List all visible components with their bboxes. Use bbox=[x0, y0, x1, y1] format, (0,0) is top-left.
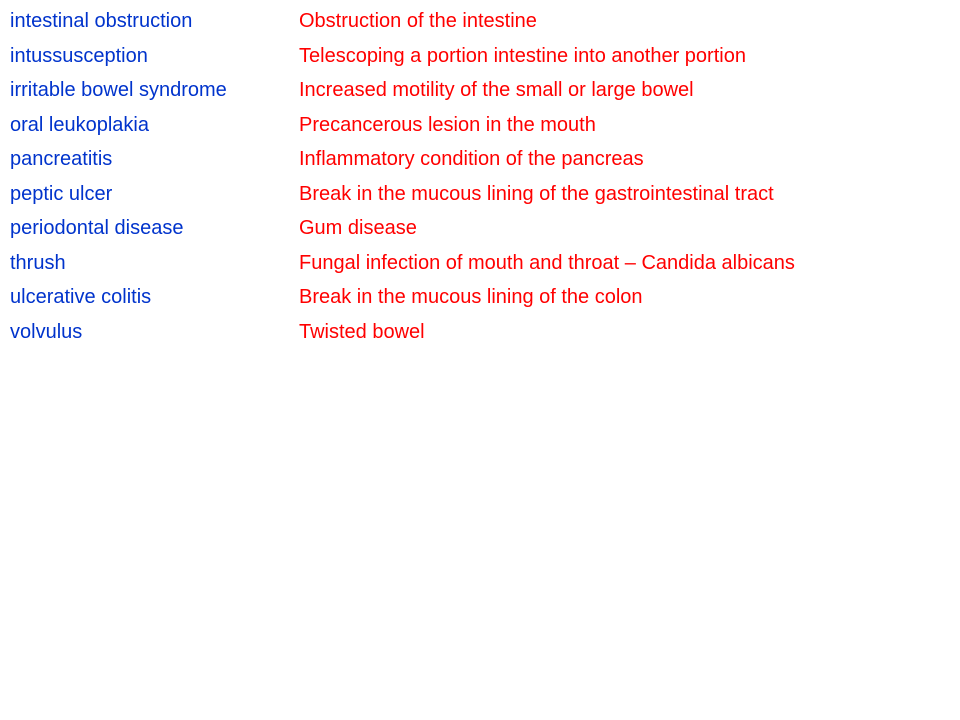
definition: Fungal infection of mouth and throat – Candida albicans bbox=[299, 251, 795, 274]
definition: Telescoping a portion intestine into another portion bbox=[299, 44, 746, 67]
term-row bbox=[10, 142, 795, 177]
term: volvulus bbox=[10, 320, 83, 343]
term-row bbox=[10, 211, 795, 246]
definition: Gum disease bbox=[299, 217, 417, 240]
term: periodontal disease bbox=[10, 217, 184, 240]
term: intussusception bbox=[10, 44, 148, 67]
term-row bbox=[10, 73, 795, 108]
term-row bbox=[10, 108, 795, 143]
term: intestinal obstruction bbox=[10, 10, 193, 33]
definition: Inflammatory condition of the pancreas bbox=[299, 148, 644, 171]
term: peptic ulcer bbox=[10, 182, 113, 205]
term: oral leukoplakia bbox=[10, 113, 149, 136]
term-definition-list bbox=[10, 4, 795, 349]
term: pancreatitis bbox=[10, 148, 113, 171]
term: irritable bowel syndrome bbox=[10, 79, 227, 102]
term-row bbox=[10, 177, 795, 212]
term: thrush bbox=[10, 251, 66, 274]
definition: Obstruction of the intestine bbox=[299, 10, 537, 33]
definition: Precancerous lesion in the mouth bbox=[299, 113, 596, 136]
term: ulcerative colitis bbox=[10, 286, 152, 309]
definition: Break in the mucous lining of the colon bbox=[299, 286, 643, 309]
definition: Twisted bowel bbox=[299, 320, 425, 343]
term-row bbox=[10, 280, 795, 315]
term-row bbox=[10, 39, 795, 74]
term-row bbox=[10, 315, 795, 350]
definition: Increased motility of the small or large bowel bbox=[299, 79, 694, 102]
term-row bbox=[10, 246, 795, 281]
definition: Break in the mucous lining of the gastrointestinal tract bbox=[299, 182, 774, 205]
term-row bbox=[10, 4, 795, 39]
